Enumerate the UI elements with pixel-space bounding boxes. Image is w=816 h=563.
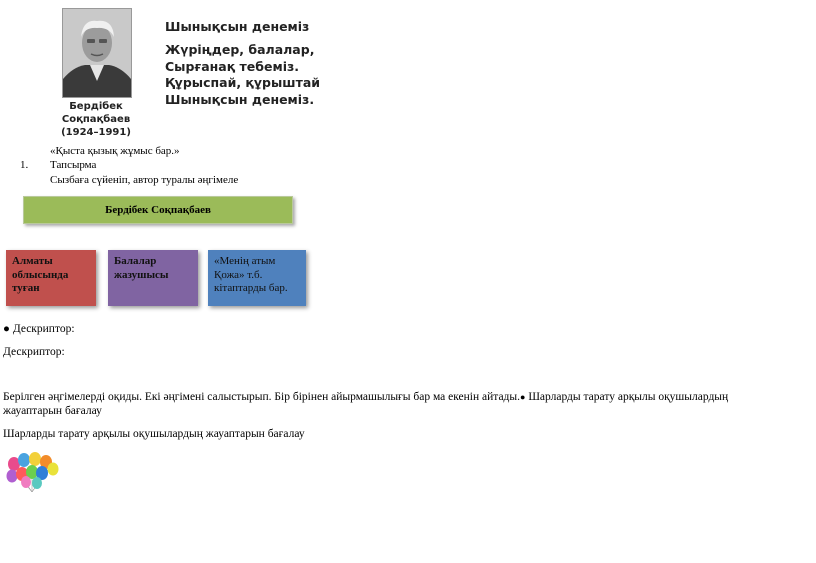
descriptor-bullet-line (3, 322, 75, 336)
poem-lines: Жүріңдер, балалар, Сырғанақ тебеміз. Құрыспай, құрыштай Шынықсын денеміз. (165, 42, 321, 107)
fact-box-books: «Менің атым Қожа» т.б. кітаптарды бар. (208, 250, 306, 306)
fact-box-profession: Балалар жазушысы (108, 250, 198, 306)
portrait-caption (54, 100, 138, 139)
paragraph-line-1-tail: Шарларды тарату арқылы оқушылардың (525, 391, 729, 403)
descriptor-line: Дескриптор: (3, 346, 65, 358)
author-banner: Бердібек Соқпақбаев (23, 196, 293, 224)
caption-name: Бердібек (69, 101, 123, 112)
fact-box-birthplace: Алматы облысында туған (6, 250, 96, 306)
bullet-icon: ● (520, 392, 526, 402)
task-intro: «Қыста қызық жұмыс бар.» (50, 145, 180, 157)
balloons-icon (4, 452, 60, 496)
paragraph-line-1-text: Берілген әңгімелерді оқиды. Екі әңгімені салыстырып. Бір бірінен айырмашылығы бар ма екенін айтады. (3, 391, 520, 403)
caption-years: (1924–1991) (61, 127, 131, 138)
caption-surname: Соқпақбаев (61, 114, 131, 125)
author-portrait (62, 8, 132, 98)
bullet-icon: ● (3, 323, 10, 335)
task-title: Тапсырма (50, 159, 97, 171)
paragraph-line-2: жауаптарын бағалау (3, 405, 102, 417)
descriptor-bullet-text: Дескриптор: (12, 323, 75, 335)
task-number: 1. (20, 159, 29, 171)
paragraph-line-1 (3, 390, 811, 404)
poem-title: Шынықсын денеміз (165, 19, 310, 34)
paragraph-line-3: Шарларды тарату арқылы оқушылардың жауаптарын бағалау (3, 428, 305, 440)
task-instruction: Сызбаға сүйеніп, автор туралы әңгімеле (50, 174, 239, 186)
